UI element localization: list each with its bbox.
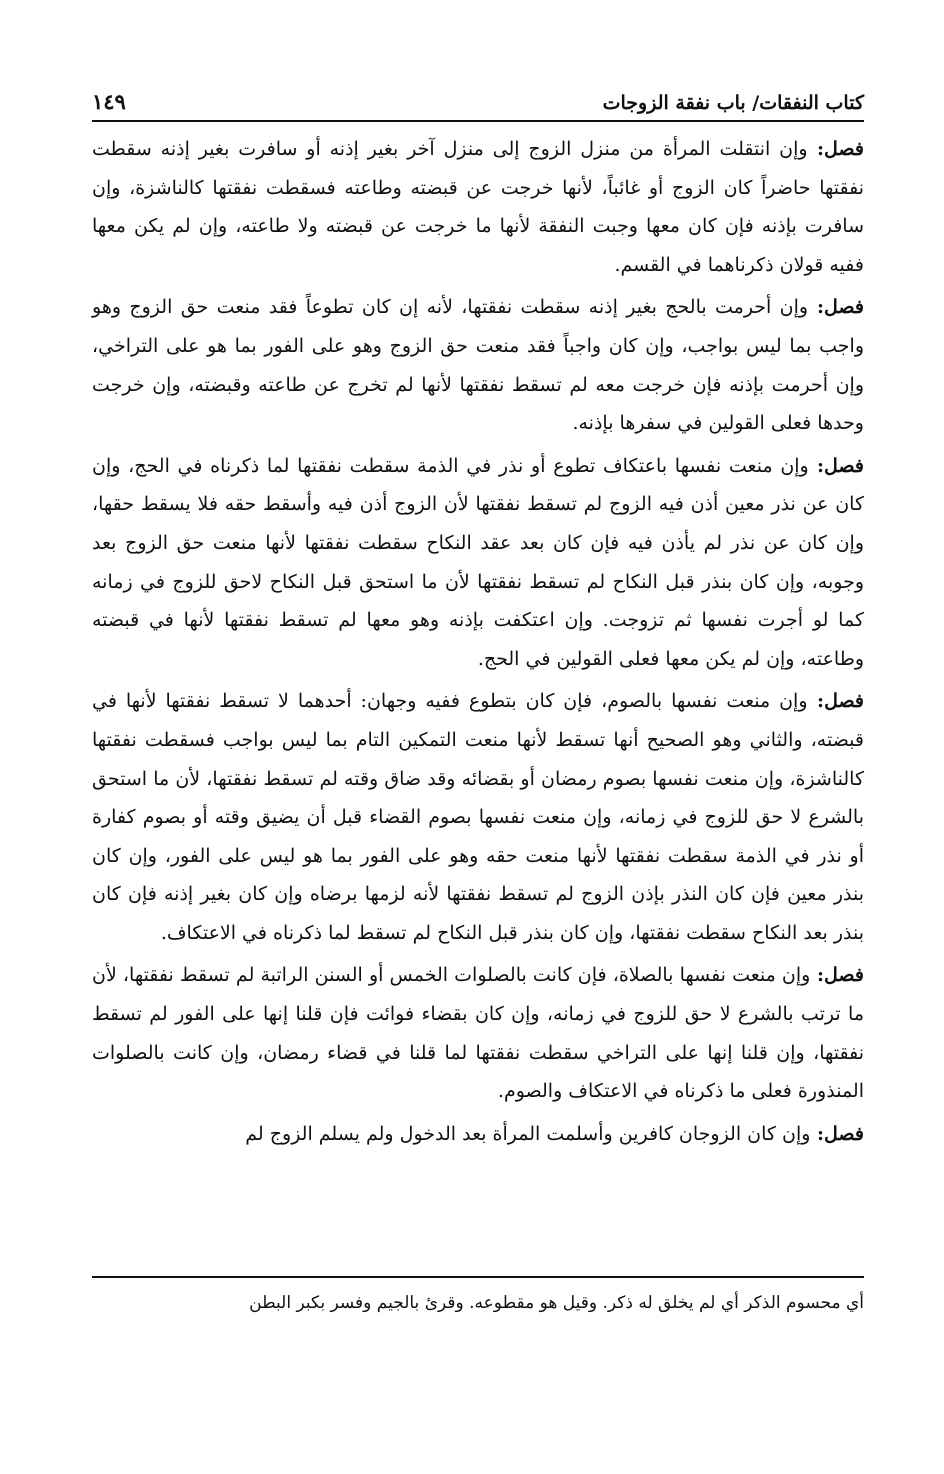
section-heading: فصل : (808, 138, 864, 160)
section-paragraph (92, 1115, 864, 1154)
page-number: ١٤٩ (92, 89, 126, 114)
section-heading: فصل : (808, 690, 865, 712)
footnote: أي محسوم الذكر أي لم يخلق له ذكر. وقيل هو مقطوعه. وقرئ بالجيم وفسر بكبر البطن (249, 1293, 864, 1313)
book-page (92, 84, 864, 1324)
main-text (92, 130, 864, 1153)
section-paragraph (92, 447, 864, 679)
section-paragraph (92, 130, 864, 284)
section-text: وإن كان الزوجان كافرين وأسلمت المرأة بعد الدخول ولم يسلم الزوج لم (245, 1122, 811, 1145)
section-heading: فصل : (808, 296, 864, 318)
running-title: كتاب النفقات/ باب نفقة الزوجات (602, 92, 864, 114)
section-heading: فصل : (809, 455, 864, 477)
section-text: وإن انتقلت المرأة من منزل الزوج إلى منزل آخر بغير إذنه أو سافرت بغير إذنه سقطت نفقتها حاضراً كان الزوج أو غائباً، لأنها خرجت عن قبضته وطاعته فسقطت نفقتها كالناشزة، وإن سافرت بإذنه فإن كان معها وجبت النفقة لأنها ما خرجت عن قبضته ولا طاعته، وإن لم يكن معها ففيه قولان ذكرناهما في القسم. (92, 138, 864, 276)
section-text: وإن منعت نفسها باعتكاف تطوع أو نذر في الذمة سقطت نفقتها لما ذكرناه في الحج، وإن كان عن نذر معين أذن فيه الزوج لم تسقط نفقتها لأن الزوج أذن فيه وأسقط حقه فلا يسقط حقها، وإن كان عن نذر لم يأذن فيه فإن كان بعد عقد النكاح سقطت نفقتها لأنها منعت حق الزوج بعد وجوبه، وإن كان بنذر قبل النكاح لم تسقط نفقتها لأن ما استحق قبل النكاح لاحق للزوج في زمانه كما لو أجرت نفسها ثم تزوجت. وإن اعتكفت بإذنه وهو معها لم تسقط نفقتها لأنها في قبضته وطاعته، وإن لم يكن معها فعلى القولين في الحج. (92, 454, 864, 670)
section-paragraph (92, 288, 864, 442)
page-header (92, 84, 864, 122)
section-heading: فصل : (810, 1123, 864, 1145)
section-paragraph (92, 956, 864, 1110)
footnote-divider (92, 1276, 864, 1278)
section-text: وإن أحرمت بالحج بغير إذنه سقطت نفقتها، لأنه إن كان تطوعاً فقد منعت حق الزوج وهو واجب بما ليس بواجب، وإن كان واجباً فقد منعت حق الزوج وهو على الفور بما هو على التراخي، وإن أحرمت بإذنه فإن خرجت معه لم تسقط نفقتها لأنها لم تخرج عن طاعته وقبضته، وإن خرجت وحدها فعلى القولين في سفرها بإذنه. (92, 296, 864, 435)
section-text: وإن منعت نفسها بالصوم، فإن كان بتطوع ففيه وجهان: أحدهما لا تسقط نفقتها لأنها في قبضته، والثاني وهو الصحيح أنها تسقط لأنها منعت التمكين التام بما ليس بواجب فسقطت نفقتها كالناشزة، وإن منعت نفسها بصوم رمضان أو بقضائه وقد ضاق وقته لم تسقط نفقتها، لأن ما استحق بالشرع لا حق للزوج في زمانه، وإن منعت نفسها بصوم القضاء قبل أن يضيق وقته أو بصوم كفارة أو نذر في الذمة سقطت نفقتها لأنها منعت حقه وهو على الفور بما هو ليس على الفور، وإن كان بنذر معين فإن كان النذر بإذن الزوج لم تسقط نفقتها لأنه لزمها برضاه وإن كان بغير إذنه فإن كان بنذر بعد النكاح سقطت نفقتها، وإن كان بنذر قبل النكاح لم تسقط لما ذكرناه في الاعتكاف. (92, 690, 864, 944)
section-text: وإن منعت نفسها بالصلاة، فإن كانت بالصلوات الخمس أو السنن الراتبة لم تسقط نفقتها، لأن ما ترتب بالشرع لا حق للزوج في زمانه، وإن كان بقضاء فوائت فإن قلنا إنها على الفور لم تسقط نفقتها، وإن قلنا إنها على التراخي سقطت نفقتها لما قلنا في قضاء رمضان، وإن كانت بالصلوات المنذورة فعلى ما ذكرناه في الاعتكاف والصوم. (92, 964, 865, 1103)
section-paragraph (92, 682, 864, 952)
section-heading: فصل : (810, 964, 864, 986)
